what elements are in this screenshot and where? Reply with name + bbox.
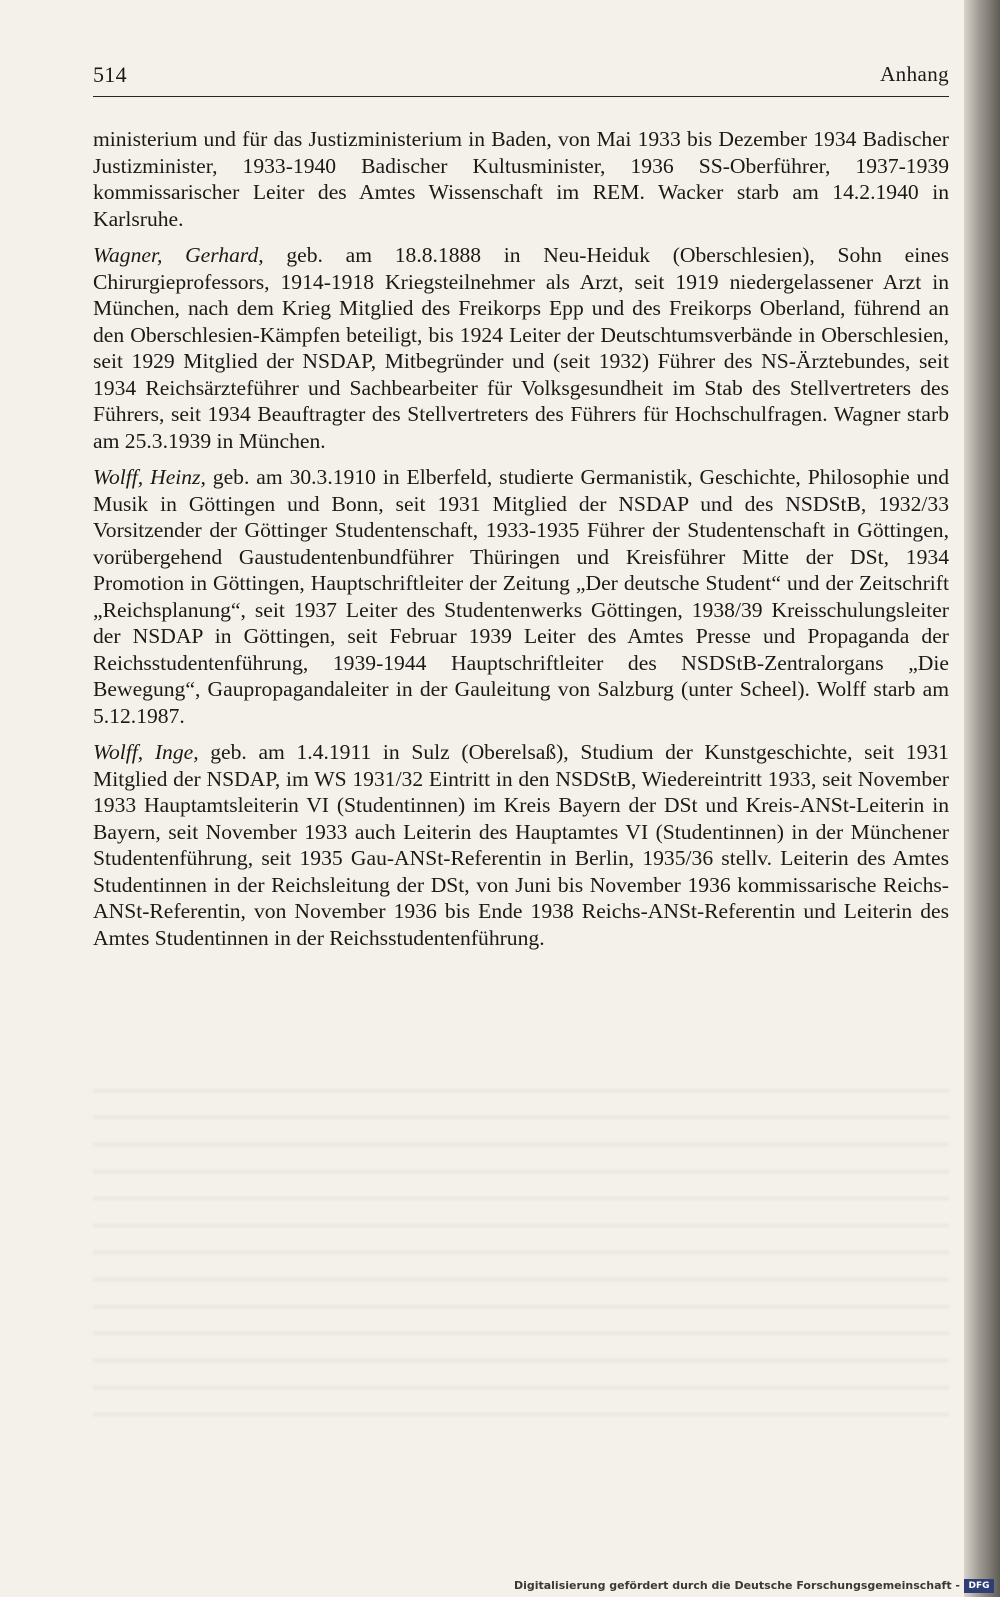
dfg-logo: DFG	[964, 1579, 994, 1593]
entry-text: geb. am 1.4.1911 in Sulz (Oberelsaß), Studium der Kunstgeschichte, seit 1931 Mitglied der NSDAP, im WS 1931/32 Eintritt in den NSDStB, Wiedereintritt 1933, seit November 1933 Hauptamtsleiterin VI (Studentinnen) im Kreis Bayern der DSt und Kreis-ANSt-Leiterin in Bayern, seit November 1933 auch Leiterin des Hauptamtes VI (Studentinnen) in der Münchener Studentenführung, seit 1935 Gau-ANSt-Referentin in Berlin, 1935/36 stellv. Leiterin des Amtes Studentinnen in der Reichsleitung der DSt, von Juni bis November 1936 kommissarische Reichs-ANSt-Referentin, von November 1936 bis Ende 1938 Reichs-ANSt-Referentin und Leiterin des Amtes Studentinnen in der Reichsstudentenführung.	[93, 740, 949, 950]
entry-wolff-inge	[93, 739, 949, 951]
entry-text: ministerium und für das Justizministerium in Baden, von Mai 1933 bis Dezember 1934 Badischer Justizminister, 1933-1940 Badischer Kultusminister, 1936 SS-Oberführer, 1937-1939 kommissarischer Leiter des Amtes Wissenschaft im REM. Wacker starb am 14.2.1940 in Karlsruhe.	[93, 127, 949, 231]
digitization-footer	[0, 1571, 1000, 1597]
entry-text: geb. am 18.8.1888 in Neu-Heiduk (Oberschlesien), Sohn eines Chirurgieprofessors, 1914-1918 Kriegsteilnehmer als Arzt, seit 1919 niedergelassener Arzt in München, nach dem Krieg Mitglied des Freikorps Epp und des Freikorps Oberland, führend an den Oberschlesien-Kämpfen beteiligt, bis 1924 Leiter der Deutschtumsverbände in Oberschlesien, seit 1929 Mitglied der NSDAP, Mitbegründer und (seit 1932) Führer des NS-Ärztebundes, seit 1934 Reichsärzteführer und Sachbearbeiter für Volksgesundheit im Stab des Stellvertreters des Führers, seit 1934 Beauftragter des Stellvertreters des Führers für Hochschulfragen. Wagner starb am 25.3.1939 in München.	[93, 243, 949, 453]
page-edge-shadow	[964, 0, 1000, 1597]
show-through-text	[93, 1075, 949, 1435]
body-text	[93, 126, 949, 961]
entry-name: Wolff, Heinz,	[93, 465, 206, 489]
entry-text: geb. am 30.3.1910 in Elberfeld, studierte Germanistik, Geschichte, Philosophie und Musik in Göttingen und Bonn, seit 1931 Mitglied der NSDAP und des NSDStB, 1932/33 Vorsitzender der Göttinger Studentenschaft, 1933-1935 Führer der Studentenschaft in Göttingen, vorübergehend Gaustudentenbundführer Thüringen und Kreisführer Mitte der DSt, 1934 Promotion in Göttingen, Hauptschriftleiter der Zeitung „Der deutsche Student“ und der Zeitschrift „Reichsplanung“, seit 1937 Leiter des Studentenwerks Göttingen, 1938/39 Kreisschulungsleiter der NSDAP in Göttingen, seit Februar 1939 Leiter des Amtes Presse und Propaganda der Reichsstudentenführung, 1939-1944 Hauptschriftleiter des NSDStB-Zentralorgans „Die Bewegung“, Gaupropagandaleiter in der Gauleitung von Salzburg (unter Scheel). Wolff starb am 5.12.1987.	[93, 465, 950, 728]
footer-credit: Digitalisierung gefördert durch die Deutsche Forschungsgemeinschaft -	[513, 1579, 960, 1592]
page-number: 514	[93, 62, 127, 87]
entry-wagner	[93, 242, 949, 454]
page-header	[93, 62, 949, 97]
running-head: Anhang	[880, 62, 949, 86]
entry-name: Wagner, Gerhard,	[93, 243, 264, 267]
entry-name: Wolff, Inge,	[93, 740, 199, 764]
entry-wolff-heinz	[93, 464, 949, 729]
entry-continuation	[93, 126, 949, 232]
